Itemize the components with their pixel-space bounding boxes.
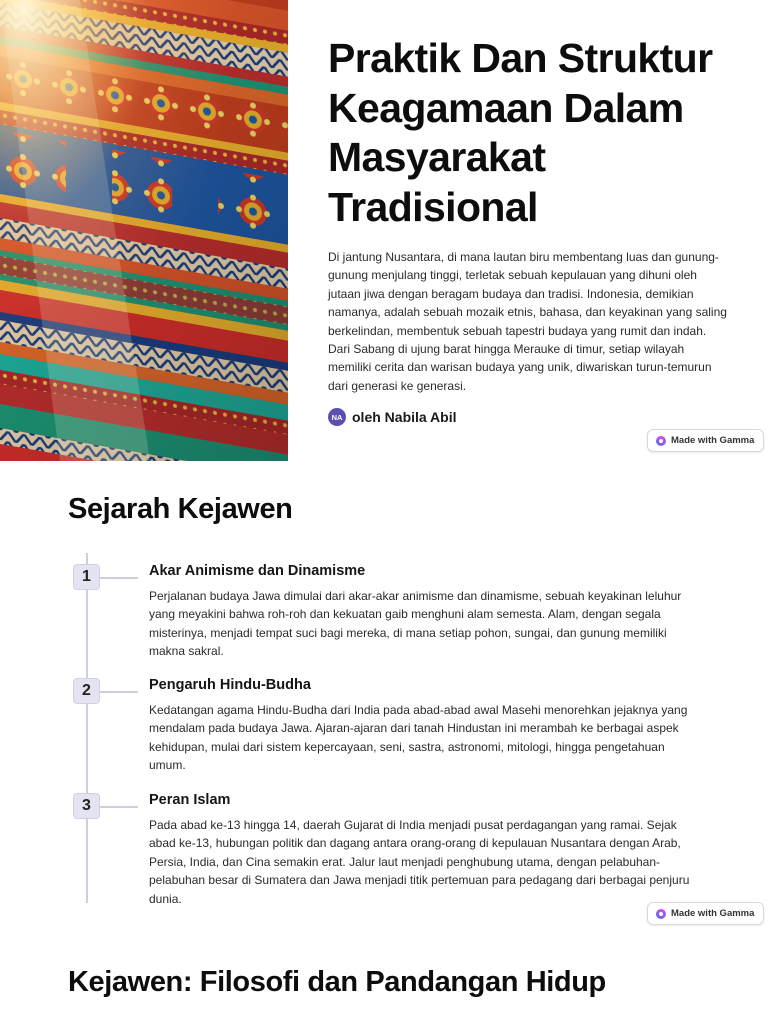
badge-label: Made with Gamma (671, 908, 755, 919)
timeline-connector (100, 577, 138, 579)
step-body: Kedatangan agama Hindu-Budha dari India pada abad-abad awal Masehi menorehkan jejaknya yang mendalam pada budaya Jawa. Ajaran-ajaran dari tanah Hindustan ini merambah ke berbagai aspek kehidupan, mulai dari sistem kepercayaan, seni, sastra, astronomi, mitologi, hingga pengetahuan umum. (149, 703, 688, 773)
step-heading: Peran Islam (149, 792, 231, 808)
step-number: 3 (73, 793, 100, 819)
step-body: Perjalanan budaya Jawa dimulai dari akar-akar animisme dan dinamisme, sebuah keyakinan leluhur yang meyakini bahwa roh-roh dan kekuatan gaib menghuni alam semesta. Alam, dengan segala misterinya, menjadi tempat suci bagi mereka, di mana setiap pohon, sungai, dan gunung memiliki makna sakral. (149, 589, 682, 659)
step-number: 1 (73, 564, 100, 590)
step-heading: Akar Animisme dan Dinamisme (149, 563, 366, 579)
history-slide (0, 463, 768, 933)
timeline-line (86, 553, 88, 903)
gamma-logo-icon (656, 909, 666, 919)
badge-label: Made with Gamma (671, 435, 755, 446)
intro-paragraph: Di jantung Nusantara, di mana lautan biru membentang luas dan gunung-gunung menjulang tinggi, terletak sebuah kepulauan yang dihuni oleh jutaan jiwa dengan beragam budaya dan tradisi. Indonesia, demikian namanya, adalah sebuah mozaik etnis, bahasa, dan keyakinan yang saling berkelindan, membentuk sebuah tapestri budaya yang rumit dan indah. Dari Sabang di ujung barat hingga Merauke di timur, setiap wilayah memiliki cerita dan warisan budaya yang unik, diwariskan turun-temurun dari generasi ke generasi. (328, 250, 727, 393)
presentation-title: Praktik Dan Struktur Keagamaan Dalam Masyarakat Tradisional (328, 35, 713, 230)
timeline-connector (100, 691, 138, 693)
philosophy-section-title: Kejawen: Filosofi dan Pandangan Hidup (68, 966, 606, 998)
timeline-connector (100, 806, 138, 808)
made-with-gamma-button[interactable] (647, 429, 764, 452)
avatar[interactable]: NA (328, 408, 346, 426)
cover-slide (0, 0, 768, 461)
step-body: Pada abad ke-13 hingga 14, daerah Gujarat di India menjadi pusat perdagangan yang ramai. Sejak abad ke-13, hubungan politik dan dagang antara orang-orang di kepulauan Nusantara dengan Arab, Persia, India, dan Cina semakin erat. Jalur laut menjadi penghubung utama, dengan pelabuhan-pelabuhan besar di Sumatera dan Jawa menjadi titik pertemuan para pedagang dari berbagai penjuru dunia. (149, 818, 690, 906)
step-number: 2 (73, 678, 100, 704)
section-title: Sejarah Kejawen (68, 493, 293, 525)
gamma-logo-icon (656, 436, 666, 446)
batik-textile-image (0, 0, 288, 461)
made-with-gamma-button[interactable] (647, 902, 764, 925)
author-name: oleh Nabila Abil (352, 409, 457, 425)
author-byline (328, 408, 457, 426)
step-heading: Pengaruh Hindu-Budha (149, 677, 311, 693)
